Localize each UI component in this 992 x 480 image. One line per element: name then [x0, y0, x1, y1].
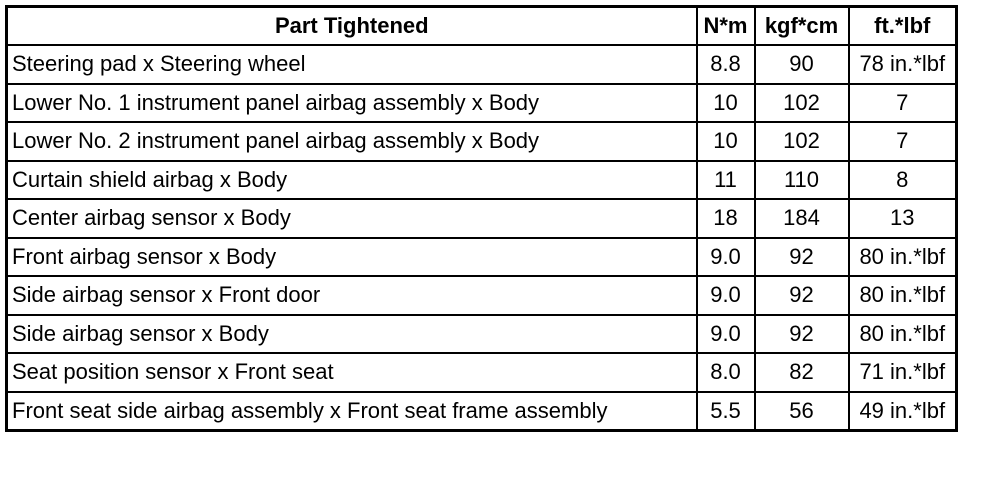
part-cell: Lower No. 1 instrument panel airbag assembly x Body [7, 84, 697, 123]
torque-spec-table [5, 5, 958, 432]
nm-cell: 9.0 [697, 276, 755, 315]
ft-lbf-cell: 80 in.*lbf [849, 238, 957, 277]
table-row [7, 392, 957, 431]
ft-lbf-cell: 8 [849, 161, 957, 200]
table-header-row [7, 7, 957, 46]
table-row [7, 161, 957, 200]
table-row [7, 45, 957, 84]
table-row [7, 199, 957, 238]
kgf-cell: 90 [755, 45, 849, 84]
ft-lbf-cell: 80 in.*lbf [849, 276, 957, 315]
kgf-cell: 102 [755, 122, 849, 161]
nm-cell: 5.5 [697, 392, 755, 431]
nm-cell: 10 [697, 84, 755, 123]
header-nm: N*m [697, 7, 755, 46]
part-cell: Front seat side airbag assembly x Front seat frame assembly [7, 392, 697, 431]
header-part-tightened: Part Tightened [7, 7, 697, 46]
nm-cell: 18 [697, 199, 755, 238]
part-cell: Steering pad x Steering wheel [7, 45, 697, 84]
nm-cell: 9.0 [697, 315, 755, 354]
kgf-cell: 82 [755, 353, 849, 392]
header-kgf-cm: kgf*cm [755, 7, 849, 46]
part-cell: Side airbag sensor x Body [7, 315, 697, 354]
part-cell: Center airbag sensor x Body [7, 199, 697, 238]
nm-cell: 8.0 [697, 353, 755, 392]
part-cell: Lower No. 2 instrument panel airbag assembly x Body [7, 122, 697, 161]
part-cell: Side airbag sensor x Front door [7, 276, 697, 315]
nm-cell: 10 [697, 122, 755, 161]
ft-lbf-cell: 7 [849, 122, 957, 161]
ft-lbf-cell: 7 [849, 84, 957, 123]
table-row [7, 84, 957, 123]
kgf-cell: 92 [755, 315, 849, 354]
nm-cell: 9.0 [697, 238, 755, 277]
nm-cell: 11 [697, 161, 755, 200]
header-ft-lbf: ft.*lbf [849, 7, 957, 46]
table-row [7, 353, 957, 392]
ft-lbf-cell: 78 in.*lbf [849, 45, 957, 84]
nm-cell: 8.8 [697, 45, 755, 84]
ft-lbf-cell: 80 in.*lbf [849, 315, 957, 354]
table-row [7, 315, 957, 354]
part-cell: Curtain shield airbag x Body [7, 161, 697, 200]
kgf-cell: 110 [755, 161, 849, 200]
table-row [7, 276, 957, 315]
kgf-cell: 184 [755, 199, 849, 238]
part-cell: Front airbag sensor x Body [7, 238, 697, 277]
ft-lbf-cell: 49 in.*lbf [849, 392, 957, 431]
part-cell: Seat position sensor x Front seat [7, 353, 697, 392]
kgf-cell: 92 [755, 276, 849, 315]
kgf-cell: 102 [755, 84, 849, 123]
table-row [7, 122, 957, 161]
ft-lbf-cell: 71 in.*lbf [849, 353, 957, 392]
table-row [7, 238, 957, 277]
kgf-cell: 56 [755, 392, 849, 431]
ft-lbf-cell: 13 [849, 199, 957, 238]
kgf-cell: 92 [755, 238, 849, 277]
